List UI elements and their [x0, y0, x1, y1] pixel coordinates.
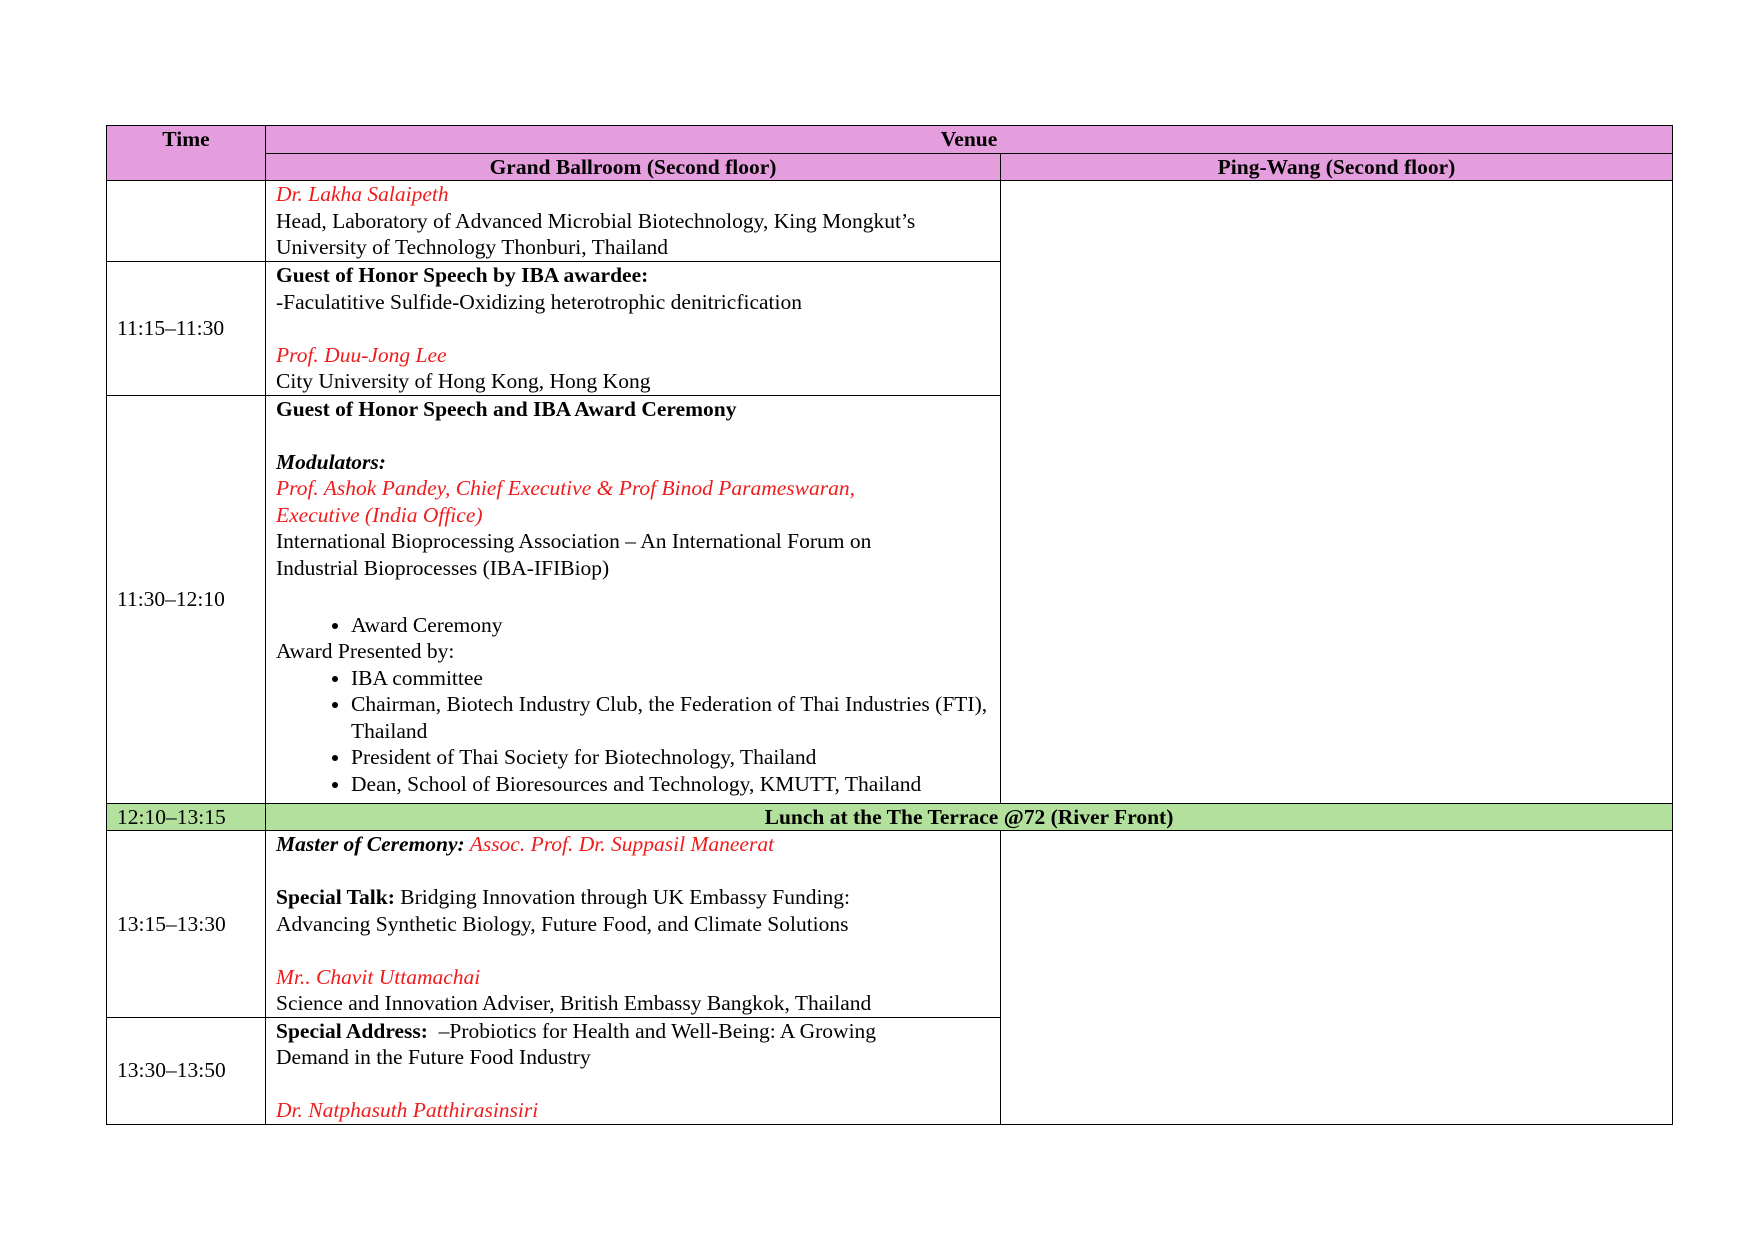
- talk-label: Special Talk:: [276, 885, 395, 909]
- ping-wang-cell-morning: [1001, 181, 1673, 804]
- list-item: • Dean, School of Bioresources and Technology, KMUTT, Thailand: [351, 771, 1000, 798]
- venue-header: Venue: [266, 126, 1673, 154]
- header-row-venue: [107, 126, 1673, 154]
- organization: International Bioprocessing Association – An International Forum on: [276, 529, 872, 553]
- address-title: –Probiotics for Health and Well-Being: A Growing: [427, 1018, 877, 1043]
- list-item: • IBA committee: [351, 665, 1000, 692]
- lunch-label: Lunch at the The Terrace @72 (River Front): [266, 803, 1673, 831]
- lunch-row: [107, 803, 1673, 831]
- speaker-affiliation: City University of Hong Kong, Hong Kong: [276, 369, 651, 393]
- award-list: [276, 612, 1000, 639]
- schedule-table: [106, 125, 1673, 1125]
- master-of-ceremony: [276, 831, 1000, 858]
- mc-name: Assoc. Prof. Dr. Suppasil Maneerat: [464, 832, 775, 856]
- venue-ping-wang: Ping-Wang (Second floor): [1001, 153, 1673, 181]
- presented-by-label: Award Presented by:: [276, 639, 455, 663]
- list-item: • President of Thai Society for Biotechnology, Thailand: [351, 744, 1000, 771]
- time-cell: 13:30–13:50: [107, 1017, 266, 1124]
- session-title: Guest of Honor Speech by IBA awardee:: [276, 263, 649, 287]
- talk-title: Bridging Innovation through UK Embassy Funding:: [394, 885, 850, 909]
- speaker-name: Dr. Natphasuth Patthirasinsiri: [276, 1098, 539, 1122]
- session-topic: -Faculatitive Sulfide-Oxidizing heterotrophic denitricfication: [276, 289, 802, 314]
- speaker-affiliation: Science and Innovation Adviser, British Embassy Bangkok, Thailand: [276, 991, 872, 1015]
- speaker-affiliation: University of Technology Thonburi, Thailand: [276, 235, 669, 259]
- modulators-names: Prof. Ashok Pandey, Chief Executive & Prof Binod Parameswaran,: [276, 476, 856, 500]
- session-cell: [266, 395, 1001, 803]
- session-title: Guest of Honor Speech and IBA Award Ceremony: [276, 396, 737, 421]
- time-cell: 11:30–12:10: [107, 395, 266, 803]
- venue-grand-ballroom: Grand Ballroom (Second floor): [266, 153, 1001, 181]
- ping-wang-cell-afternoon: [1001, 831, 1673, 1125]
- session-cell: [266, 831, 1001, 1018]
- speaker-name: Prof. Duu-Jong Lee: [276, 342, 447, 367]
- talk-title: Advancing Synthetic Biology, Future Food, and Climate Solutions: [276, 911, 849, 936]
- address-label: Special Address:: [276, 1018, 428, 1043]
- session-cell: [266, 262, 1001, 396]
- session-cell: [266, 1017, 1001, 1124]
- address-title: Demand in the Future Food Industry: [276, 1045, 591, 1069]
- header-row-rooms: [107, 153, 1673, 181]
- time-cell: 11:15–11:30: [107, 262, 266, 396]
- list-item: • Award Ceremony: [351, 612, 1000, 639]
- time-cell: [107, 181, 266, 262]
- mc-label: Master of Ceremony:: [276, 832, 465, 856]
- speaker-name: Mr.. Chavit Uttamachai: [276, 964, 481, 989]
- special-address: [276, 1018, 1000, 1045]
- speaker-name: Dr. Lakha Salaipeth: [276, 182, 449, 206]
- modulators-label: Modulators:: [276, 449, 386, 474]
- time-cell: 13:15–13:30: [107, 831, 266, 1018]
- presenters-list: [276, 665, 1000, 798]
- session-cell: [266, 181, 1001, 262]
- speaker-affiliation: Head, Laboratory of Advanced Microbial Biotechnology, King Mongkut’s: [276, 208, 916, 233]
- modulators-names: Executive (India Office): [276, 502, 483, 527]
- table-row: [107, 181, 1673, 262]
- list-item: • Chairman, Biotech Industry Club, the Federation of Thai Industries (FTI), Thailand: [351, 691, 1000, 744]
- organization: Industrial Bioprocesses (IBA-IFIBiop): [276, 555, 610, 580]
- time-cell: 12:10–13:15: [107, 803, 266, 831]
- special-talk: [276, 884, 1000, 911]
- time-header: Time: [107, 126, 266, 181]
- table-row: [107, 831, 1673, 1018]
